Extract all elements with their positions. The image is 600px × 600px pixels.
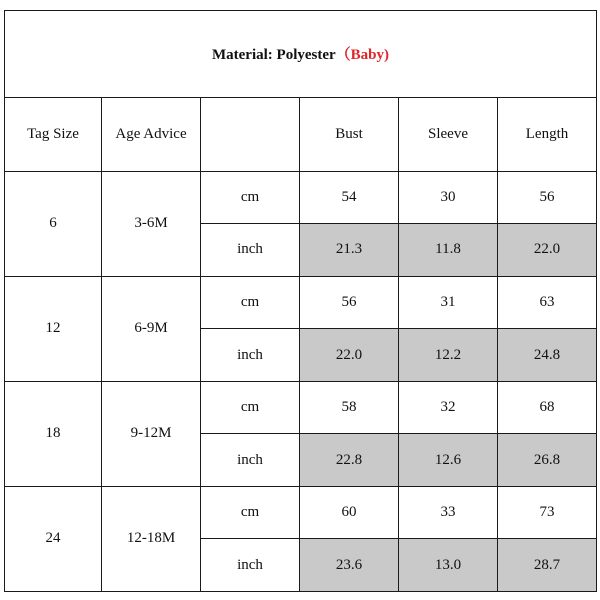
age-advice-cell: 3-6M xyxy=(102,171,201,276)
header-length: Length xyxy=(498,97,597,171)
bust-cell: 56 xyxy=(300,276,399,329)
title-material: Material: Polyester xyxy=(211,47,336,64)
sleeve-cell: 32 xyxy=(399,381,498,434)
length-cell: 22.0 xyxy=(498,224,597,277)
bust-cell: 23.6 xyxy=(300,539,399,592)
unit-cell: inch xyxy=(201,224,300,277)
header-tag-size: Tag Size xyxy=(5,97,102,171)
unit-cell: inch xyxy=(201,329,300,382)
title-baby-label: （Baby) xyxy=(335,47,390,64)
header-bust: Bust xyxy=(300,97,399,171)
tag-size-cell: 6 xyxy=(5,171,102,276)
length-cell: 26.8 xyxy=(498,434,597,487)
header-sleeve: Sleeve xyxy=(399,97,498,171)
table-title xyxy=(5,11,597,98)
table-row xyxy=(5,381,597,434)
table-row xyxy=(5,171,597,224)
age-advice-cell: 12-18M xyxy=(102,486,201,591)
tag-size-cell: 24 xyxy=(5,486,102,591)
bust-cell: 54 xyxy=(300,171,399,224)
sleeve-cell: 12.2 xyxy=(399,329,498,382)
sleeve-cell: 12.6 xyxy=(399,434,498,487)
bust-cell: 22.8 xyxy=(300,434,399,487)
bust-cell: 22.0 xyxy=(300,329,399,382)
header-unit xyxy=(201,97,300,171)
sleeve-cell: 30 xyxy=(399,171,498,224)
unit-cell: cm xyxy=(201,381,300,434)
age-advice-cell: 6-9M xyxy=(102,276,201,381)
unit-cell: inch xyxy=(201,539,300,592)
table-row xyxy=(5,486,597,539)
sleeve-cell: 31 xyxy=(399,276,498,329)
title-row xyxy=(5,11,597,98)
length-cell: 28.7 xyxy=(498,539,597,592)
bust-cell: 58 xyxy=(300,381,399,434)
sleeve-cell: 13.0 xyxy=(399,539,498,592)
bust-cell: 60 xyxy=(300,486,399,539)
size-chart-table xyxy=(4,10,597,592)
sleeve-cell: 33 xyxy=(399,486,498,539)
length-cell: 24.8 xyxy=(498,329,597,382)
age-advice-cell: 9-12M xyxy=(102,381,201,486)
length-cell: 56 xyxy=(498,171,597,224)
header-row xyxy=(5,97,597,171)
header-age-advice: Age Advice xyxy=(102,97,201,171)
tag-size-cell: 18 xyxy=(5,381,102,486)
table-row xyxy=(5,276,597,329)
length-cell: 73 xyxy=(498,486,597,539)
unit-cell: cm xyxy=(201,276,300,329)
sleeve-cell: 11.8 xyxy=(399,224,498,277)
unit-cell: cm xyxy=(201,486,300,539)
unit-cell: cm xyxy=(201,171,300,224)
bust-cell: 21.3 xyxy=(300,224,399,277)
length-cell: 63 xyxy=(498,276,597,329)
unit-cell: inch xyxy=(201,434,300,487)
length-cell: 68 xyxy=(498,381,597,434)
tag-size-cell: 12 xyxy=(5,276,102,381)
